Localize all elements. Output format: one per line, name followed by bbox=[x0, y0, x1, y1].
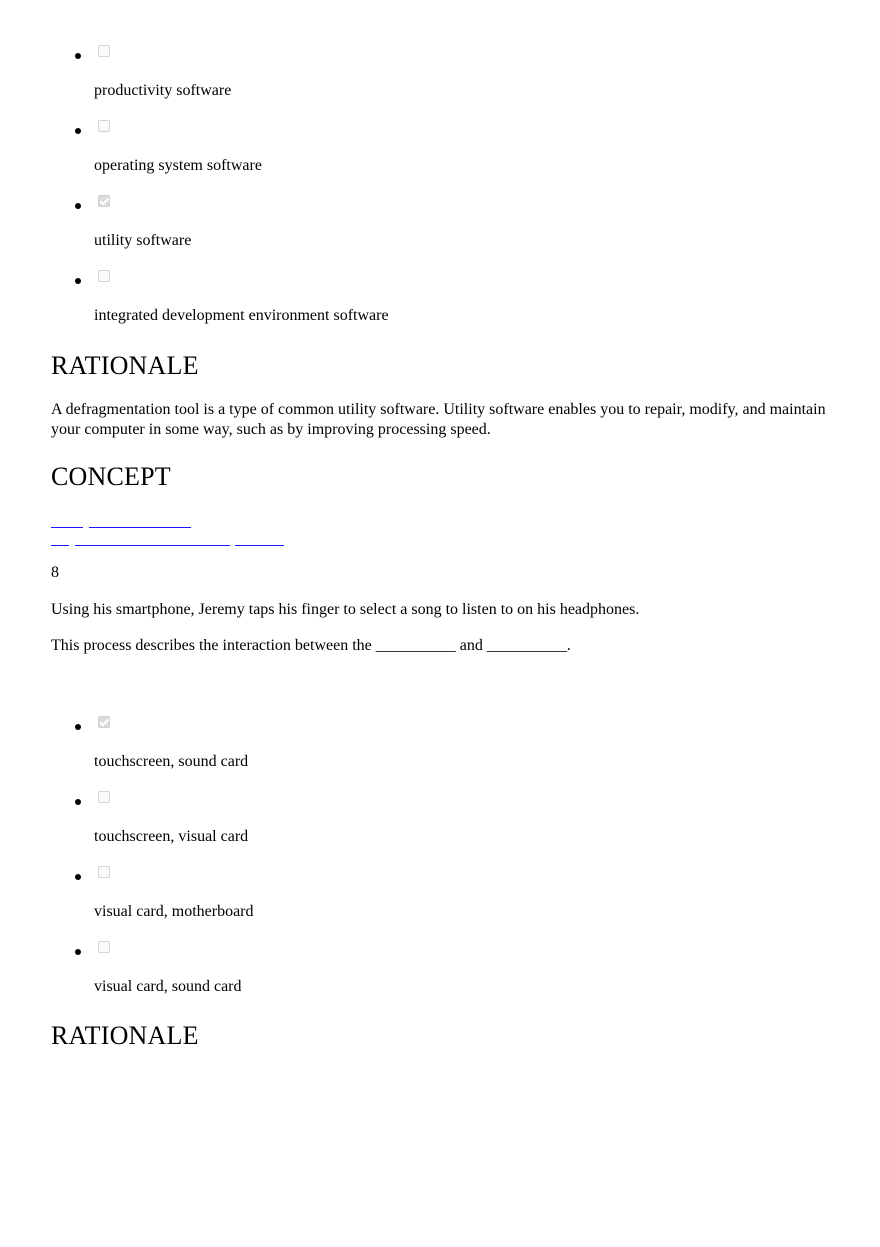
q7-option-3-checkbox[interactable] bbox=[98, 195, 110, 207]
q7-option-1-checkbox[interactable] bbox=[98, 45, 110, 57]
q8-option[interactable] bbox=[51, 866, 831, 941]
q7-rationale-text: A defragmentation tool is a type of common utility software. Utility software enables you to repair, modify, and maintain your computer in some way, such as by improving processing speed. bbox=[51, 401, 826, 438]
q8-option-3-label: visual card, motherboard bbox=[94, 903, 254, 920]
bullet-icon bbox=[75, 128, 81, 134]
q8-option-list bbox=[51, 716, 831, 1016]
q7-option-list bbox=[51, 45, 831, 345]
q8-prompt-line-2: This process describes the interaction between the __________ and __________. bbox=[51, 637, 571, 654]
q7-option-2-checkbox[interactable] bbox=[98, 120, 110, 132]
q8-number: 8 bbox=[51, 564, 59, 581]
q8-option-4-label: visual card, sound card bbox=[94, 978, 242, 995]
concept-links-row-2 bbox=[51, 535, 291, 549]
q8-prompt-line-1: Using his smartphone, Jeremy taps his finger to select a song to listen to on his headphones. bbox=[51, 601, 640, 618]
q8-option-2-label: touchscreen, visual card bbox=[94, 828, 249, 845]
bullet-icon bbox=[75, 203, 81, 209]
q8-option-1-checkbox[interactable] bbox=[98, 716, 110, 728]
bullet-icon bbox=[75, 874, 81, 880]
q8-option-4-checkbox[interactable] bbox=[98, 941, 110, 953]
bullet-icon bbox=[75, 799, 81, 805]
q8-option[interactable] bbox=[51, 791, 831, 866]
q7-option-2-label: operating system software bbox=[94, 157, 262, 174]
q7-option[interactable] bbox=[51, 270, 831, 345]
q7-option-1-label: productivity software bbox=[94, 82, 232, 99]
concept-link[interactable] bbox=[75, 535, 230, 546]
q7-option[interactable] bbox=[51, 195, 831, 270]
q7-rationale-heading: RATIONALE bbox=[51, 351, 199, 380]
concept-link[interactable] bbox=[51, 535, 69, 546]
q7-option-3-label: utility software bbox=[94, 232, 192, 249]
q7-concept-heading: CONCEPT bbox=[51, 462, 171, 491]
q7-option[interactable] bbox=[51, 120, 831, 195]
q7-option-4-label: integrated development environment software bbox=[94, 307, 389, 324]
q8-option-1-label: touchscreen, sound card bbox=[94, 753, 249, 770]
q8-option[interactable] bbox=[51, 941, 831, 1016]
q8-rationale-heading: RATIONALE bbox=[51, 1021, 199, 1050]
q7-option[interactable] bbox=[51, 45, 831, 120]
q8-option[interactable] bbox=[51, 716, 831, 791]
concept-link[interactable] bbox=[235, 535, 284, 546]
concept-links-row-1 bbox=[51, 517, 291, 531]
q8-option-2-checkbox[interactable] bbox=[98, 791, 110, 803]
concept-link[interactable] bbox=[89, 517, 191, 528]
bullet-icon bbox=[75, 724, 81, 730]
bullet-icon bbox=[75, 278, 81, 284]
concept-link[interactable] bbox=[51, 517, 83, 528]
q7-option-4-checkbox[interactable] bbox=[98, 270, 110, 282]
q8-option-3-checkbox[interactable] bbox=[98, 866, 110, 878]
bullet-icon bbox=[75, 53, 81, 59]
bullet-icon bbox=[75, 949, 81, 955]
